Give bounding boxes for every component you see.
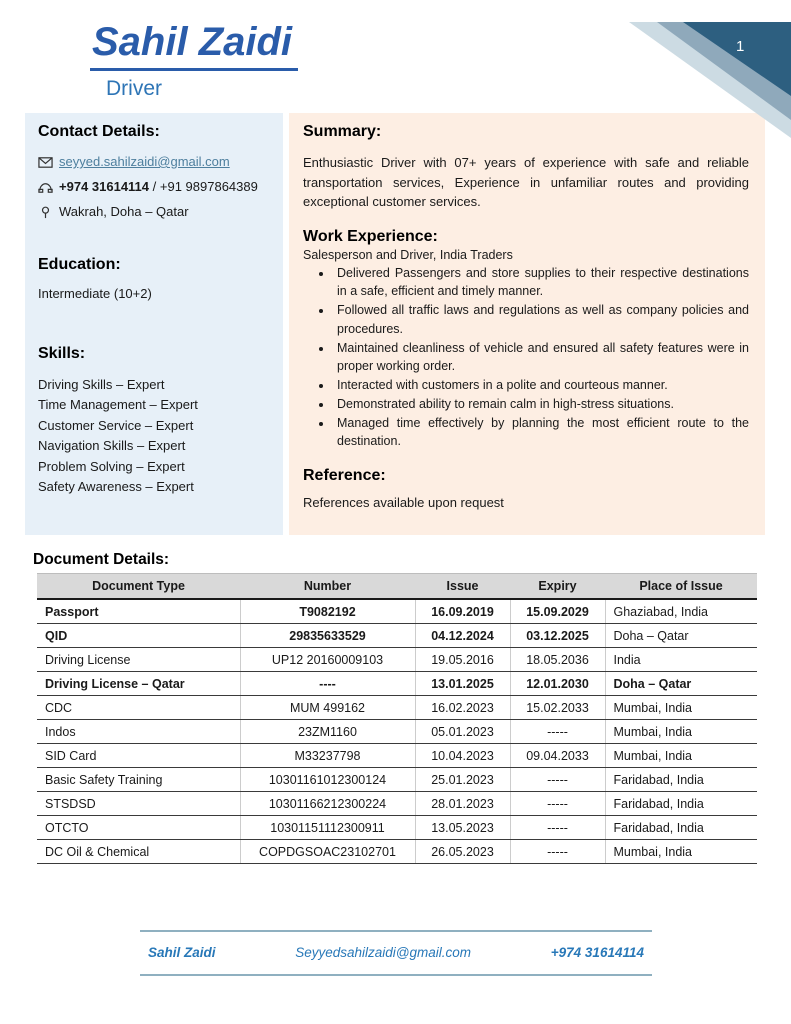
- cell-number: 10301161012300124: [240, 768, 415, 792]
- skills-heading: Skills:: [38, 344, 86, 362]
- cell-expiry: -----: [510, 816, 605, 840]
- right-panel: [289, 113, 765, 535]
- contact-phone-secondary: +91 9897864389: [159, 179, 258, 195]
- page-footer: [140, 930, 652, 976]
- column-header: Issue: [415, 574, 510, 600]
- summary-text: Enthusiastic Driver with 07+ years of experience with safe and reliable transportation services, Experience in unfamiliar routes and providing exceptional customer services.: [303, 155, 749, 209]
- cell-place: Doha – Qatar: [605, 672, 757, 696]
- table-row: [37, 768, 757, 792]
- contact-email-link[interactable]: seyyed.sahilzaidi@gmail.com: [59, 154, 230, 169]
- cell-expiry: 15.09.2029: [510, 599, 605, 624]
- contact-phone-primary: +974 31614114: [59, 179, 150, 195]
- cell-document-type: STSDSD: [37, 792, 240, 816]
- cell-document-type: Driving License: [37, 648, 240, 672]
- cell-issue: 25.01.2023: [415, 768, 510, 792]
- work-experience-bullets: [333, 264, 749, 452]
- table-row: [37, 648, 757, 672]
- skills-list: [38, 375, 269, 498]
- summary-heading: Summary:: [303, 123, 382, 140]
- table-row: [37, 744, 757, 768]
- cell-issue: 16.09.2019: [415, 599, 510, 624]
- cell-place: Mumbai, India: [605, 840, 757, 864]
- main-columns: [25, 113, 765, 535]
- work-experience-bullet: • Maintained cleanliness of vehicle and ensured all safety features were in proper working order.: [333, 339, 749, 377]
- cell-expiry: -----: [510, 768, 605, 792]
- table-row: [37, 599, 757, 624]
- cell-number: 10301151112300911: [240, 816, 415, 840]
- column-header: Number: [240, 574, 415, 600]
- left-panel: [25, 113, 283, 535]
- cell-expiry: -----: [510, 840, 605, 864]
- cell-document-type: Driving License – Qatar: [37, 672, 240, 696]
- cell-issue: 16.02.2023: [415, 696, 510, 720]
- cell-place: India: [605, 648, 757, 672]
- resume-title: Driver: [106, 77, 162, 100]
- table-row: [37, 816, 757, 840]
- cell-issue: 13.05.2023: [415, 816, 510, 840]
- documents-table: [37, 573, 757, 864]
- contact-heading: Contact Details:: [38, 123, 160, 140]
- skill-item: Safety Awareness – Expert: [38, 479, 194, 495]
- footer-phone: +974 31614114: [550, 945, 644, 960]
- documents-table-body: [37, 599, 757, 864]
- skill-item: Customer Service – Expert: [38, 417, 194, 433]
- column-header: Place of Issue: [605, 574, 757, 600]
- footer-name: Sahil Zaidi: [148, 945, 216, 960]
- cell-document-type: Passport: [37, 599, 240, 624]
- work-experience-role: Salesperson and Driver, India Traders: [303, 247, 513, 262]
- table-row: [37, 672, 757, 696]
- cell-document-type: Basic Safety Training: [37, 768, 240, 792]
- cell-number: M33237798: [240, 744, 415, 768]
- skill-item: Problem Solving – Expert: [38, 458, 185, 474]
- education-item: Intermediate (10+2): [38, 285, 152, 301]
- cell-expiry: 12.01.2030: [510, 672, 605, 696]
- cell-number: 29835633529: [240, 624, 415, 648]
- contact-phone-row: [38, 178, 269, 196]
- contact-phone-separator: /: [152, 179, 160, 195]
- work-experience-bullet: • Followed all traffic laws and regulations as well as company policies and procedures.: [333, 301, 749, 339]
- contact-location-row: [38, 203, 269, 221]
- documents-table-header-row: [37, 574, 757, 600]
- cell-expiry: 18.05.2036: [510, 648, 605, 672]
- cell-expiry: 15.02.2033: [510, 696, 605, 720]
- cell-document-type: CDC: [37, 696, 240, 720]
- cell-number: ----: [240, 672, 415, 696]
- cell-number: MUM 499162: [240, 696, 415, 720]
- cell-issue: 10.04.2023: [415, 744, 510, 768]
- cell-place: Faridabad, India: [605, 816, 757, 840]
- resume-name: Sahil Zaidi: [90, 20, 298, 71]
- work-experience-bullet: • Managed time effectively by planning the most efficient route to the destination.: [333, 414, 749, 452]
- cell-issue: 05.01.2023: [415, 720, 510, 744]
- work-experience-heading: Work Experience:: [303, 227, 438, 245]
- contact-email-row: [38, 153, 269, 171]
- work-experience-bullet: • Delivered Passengers and store supplies to their respective destinations in a safe, efficient and timely manner.: [333, 264, 749, 302]
- work-experience-bullet: • Demonstrated ability to remain calm in high-stress situations.: [333, 395, 749, 414]
- cell-document-type: QID: [37, 624, 240, 648]
- cell-place: Faridabad, India: [605, 792, 757, 816]
- cell-number: T9082192: [240, 599, 415, 624]
- cell-document-type: OTCTO: [37, 816, 240, 840]
- education-heading: Education:: [38, 255, 121, 273]
- cell-number: 23ZM1160: [240, 720, 415, 744]
- footer-email[interactable]: Seyyedsahilzaidi@gmail.com: [295, 945, 472, 960]
- cell-place: Mumbai, India: [605, 696, 757, 720]
- table-row: [37, 840, 757, 864]
- contact-location-text: Wakrah, Doha – Qatar: [59, 204, 189, 220]
- cell-document-type: SID Card: [37, 744, 240, 768]
- envelope-icon: [38, 156, 53, 169]
- cell-place: Doha – Qatar: [605, 624, 757, 648]
- cell-document-type: Indos: [37, 720, 240, 744]
- cell-place: Faridabad, India: [605, 768, 757, 792]
- work-experience-bullet: • Interacted with customers in a polite and courteous manner.: [333, 376, 749, 395]
- cell-expiry: 09.04.2033: [510, 744, 605, 768]
- contact-phone-text: [59, 178, 258, 196]
- cell-expiry: -----: [510, 720, 605, 744]
- skill-item: Navigation Skills – Expert: [38, 438, 186, 454]
- table-row: [37, 792, 757, 816]
- cell-document-type: DC Oil & Chemical: [37, 840, 240, 864]
- cell-place: Ghaziabad, India: [605, 599, 757, 624]
- cell-issue: 04.12.2024: [415, 624, 510, 648]
- table-row: [37, 696, 757, 720]
- page-number: 1: [736, 38, 745, 55]
- location-pin-icon: [38, 206, 53, 219]
- phone-icon: [38, 181, 53, 194]
- cell-place: Mumbai, India: [605, 744, 757, 768]
- cell-expiry: -----: [510, 792, 605, 816]
- cell-number: COPDGSOAC23102701: [240, 840, 415, 864]
- corner-decoration: [621, 0, 791, 140]
- cell-issue: 19.05.2016: [415, 648, 510, 672]
- reference-text: References available upon request: [303, 495, 504, 510]
- cell-issue: 28.01.2023: [415, 792, 510, 816]
- documents-heading: Document Details:: [33, 551, 170, 568]
- cell-number: UP12 20160009103: [240, 648, 415, 672]
- cell-number: 10301166212300224: [240, 792, 415, 816]
- table-row: [37, 720, 757, 744]
- skill-item: Driving Skills – Expert: [38, 376, 165, 392]
- cell-issue: 13.01.2025: [415, 672, 510, 696]
- column-header: Expiry: [510, 574, 605, 600]
- cell-expiry: 03.12.2025: [510, 624, 605, 648]
- skill-item: Time Management – Expert: [38, 397, 198, 413]
- column-header: Document Type: [37, 574, 240, 600]
- table-row: [37, 624, 757, 648]
- reference-heading: Reference:: [303, 467, 386, 484]
- cell-place: Mumbai, India: [605, 720, 757, 744]
- cell-issue: 26.05.2023: [415, 840, 510, 864]
